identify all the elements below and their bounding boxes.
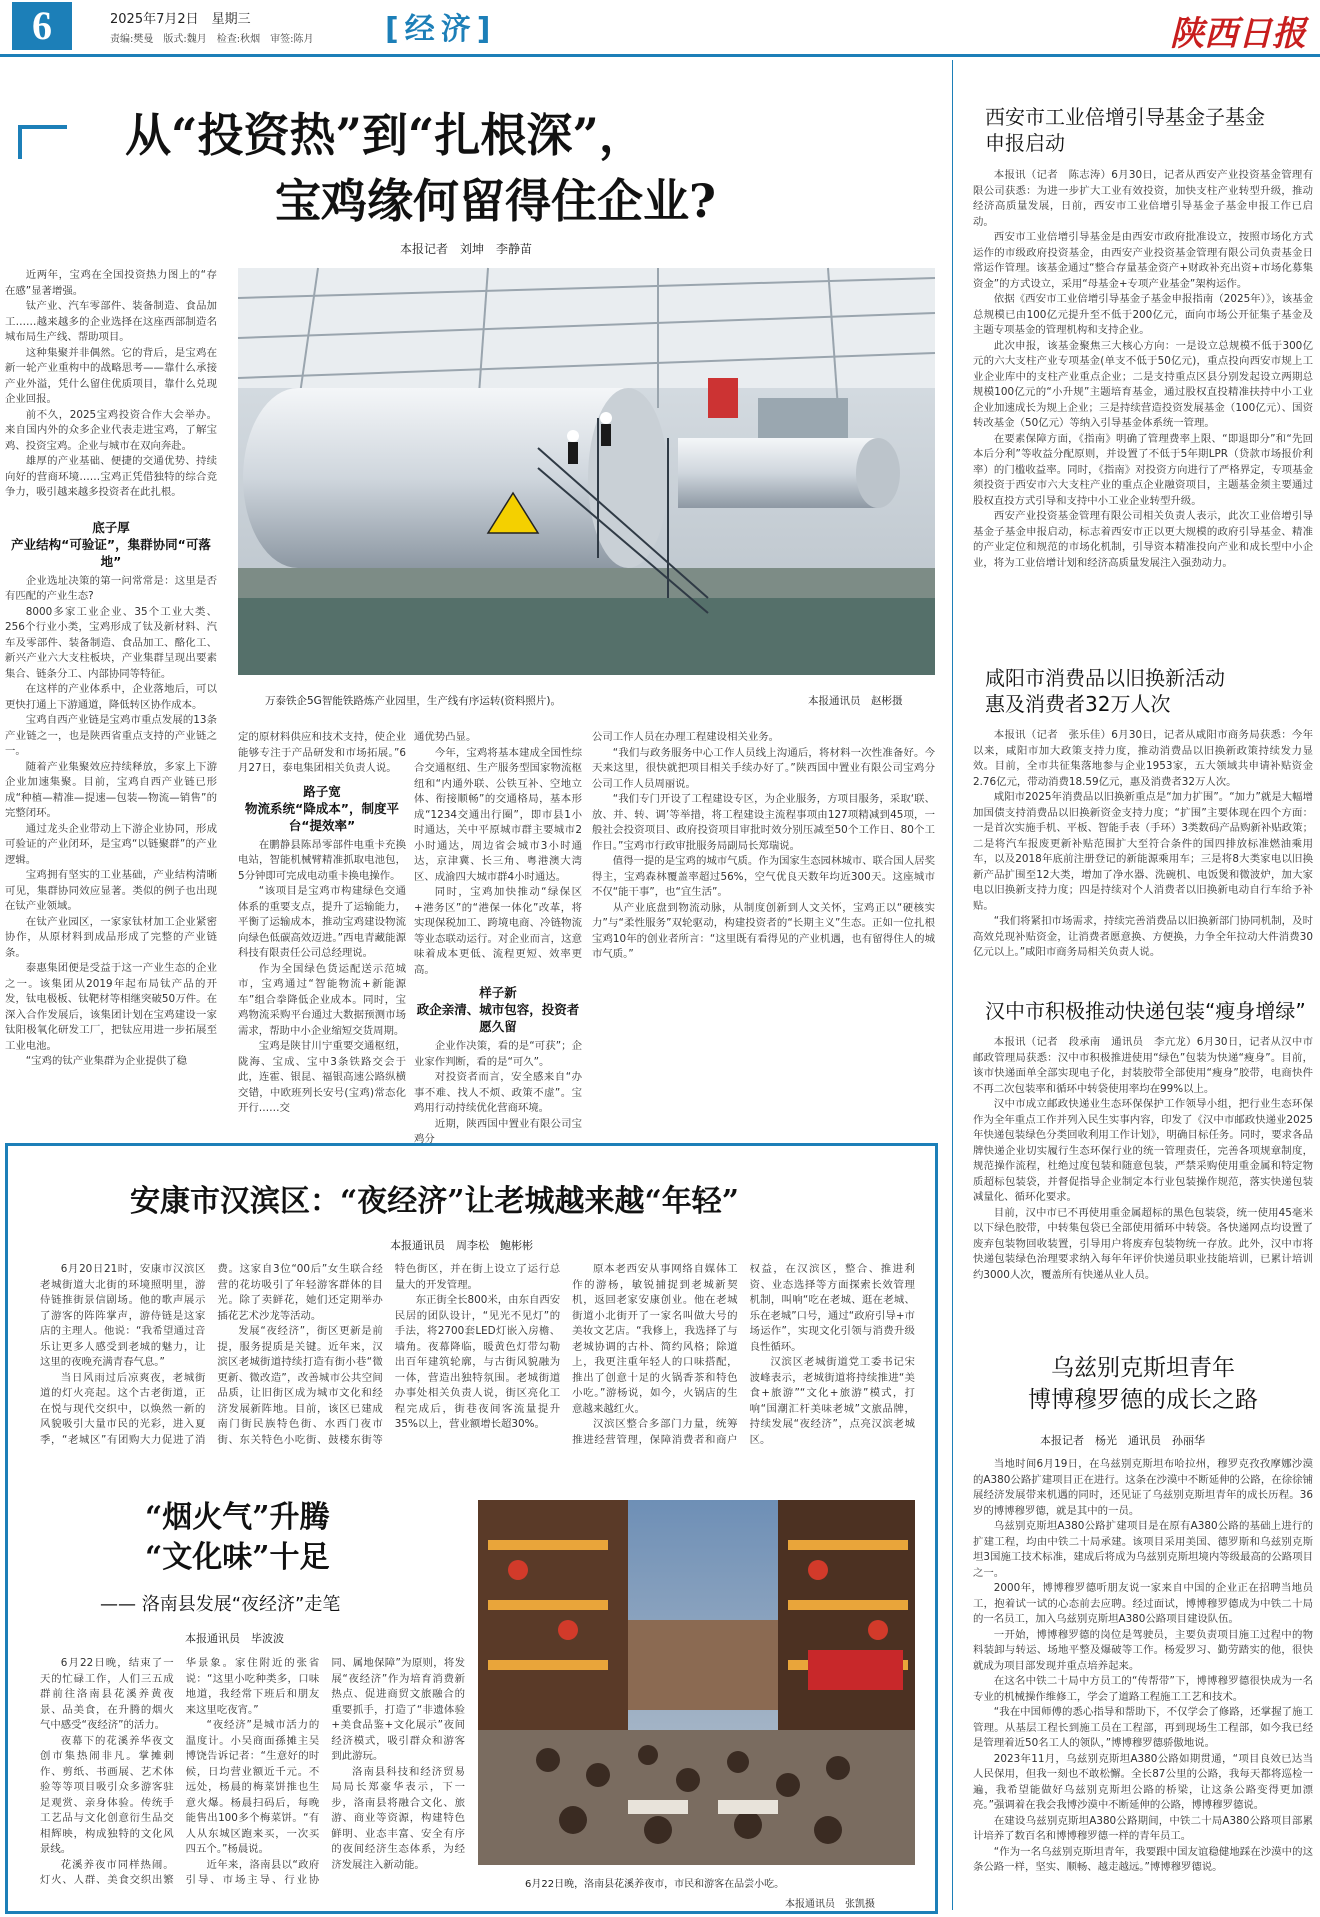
paragraph: 在鹏静县陈昂零部件电重卡充换电站，智能机械臂精准抓取电池包，5分钟即可完成电动重卡换电操作。 — [238, 838, 406, 882]
paragraph: 宝鸡拥有坚实的工业基础，产业结构清晰可见，集群协同效应显著。类似的例子也出现在钛产业领域。 — [5, 869, 217, 912]
factory-photo — [238, 268, 935, 675]
paragraph: 通过龙头企业带动上下游企业协同，形成可验证的产业闭环，是宝鸡“以链聚群”的产业逻辑。 — [5, 822, 217, 866]
paragraph: 今年，宝鸡将基本建成全国性综合交通枢纽、生产服务型国家物流枢纽和“内通外联、公铁互补、空地立体、衔接顺畅”的交通格局，基本形成“1234交通出行圈”，即市县1小时通达，关中平原城市群主要城市2小时通达，周边省会城市3小时通达，京津冀、长三角、粤港澳大湾区、成渝四大城市群4小时通达。 — [414, 746, 582, 883]
issue-date: 2025年7月2日 星期三 — [110, 12, 251, 27]
paragraph: 宝鸡自西产业链是宝鸡市重点发展的13条产业链之一，也是陕西省重点支持的产业链之一。 — [5, 714, 217, 757]
subhead-luzikuan: 路子宽 物流系统“降成本”，制度平台“提效率” — [245, 783, 399, 833]
paragraph: 在要素保障方面，《指南》明确了管理费率上限、“即退即分”和“先回本后分利”等收益分配原则，并设置了不低于5年期LPR（贷款市场报价利率）的门槛收益率。同时，《指南》对投资方向进行了严格界定，专项基金须投资于西安市六大支柱产业的重点企业融资项目，主题基金须主要通过股权直投方式引导和支持中小工业企业转型升级。 — [973, 432, 1313, 507]
paragraph: 泰惠集团便是受益于这一产业生态的企业之一。该集团从2019年起布局钛产品的开发，钛电极板、钛靶材等相继突破50万件。在深入合作发展后，该集团计划在宝鸡建设一家钛阳极氧化研发工厂，把钛应用进一步拓展至工业电池。 — [5, 962, 217, 1052]
main-col-2 — [238, 730, 406, 1114]
paragraph: “该项目是宝鸡市构建绿色交通体系的重要支点，提升了运输能力，平衡了运输成本，推动宝鸡建设物流向绿色低碳高效迈进。”西电青藏能源科技有限责任公司总经理说。 — [238, 885, 406, 959]
paragraph: 依据《西安市工业倍增引导基金子基金申报指南（2025年）》，该基金总规模已由100亿元提升至不低于200亿元，面向市场公开征集子基金及主题专项基金的管理机构和支持企业。 — [973, 293, 1313, 336]
factory-photo-illustration — [238, 268, 935, 675]
luonan-body — [40, 1656, 465, 1901]
paragraph: 随着产业集聚效应持续释放，多家上下游企业加速集聚。目前，宝鸡自西产业链已形成“种植—精准—提速—包装—物流—销售”的完整闭环。 — [5, 760, 217, 819]
main-byline: 本报记者 刘坤 李静苗 — [400, 242, 533, 256]
paragraph: 这种集聚并非偶然。它的背后，是宝鸡在新一轮产业重构中的战略思考——靠什么承接产业外溢，凭什么留住优质项目，靠什么兑现企业回报。 — [5, 346, 217, 405]
paragraph: 公司工作人员在办理工程建设相关业务。 — [592, 731, 780, 743]
article-xianyang-headline: 咸阳市消费品以旧换新活动 惠及消费者32万人次 — [985, 666, 1225, 716]
paragraph: 在这样的产业体系中，企业落地后，可以更快打通上下游通道，降低转区协作成本。 — [5, 683, 217, 711]
paragraph: 本报讯（记者 段承南 通讯员 李亢龙）6月30日，记者从汉中市邮政管理局获悉：汉中市积极推进使用“绿色”包装为快递“瘦身”。目前，该市快递面单全部实现电子化，封装胶带全部使用“瘦身”胶带，电商快件不再二次包装率和循环中转袋使用率均在99%以上。 — [973, 1036, 1313, 1095]
main-col-1 — [5, 268, 217, 1088]
ankang-byline: 本报通讯员 周李松 鲍彬彬 — [390, 1239, 533, 1252]
paragraph: 对投资者而言，安全感来自“办事不难、找人不烦、政策不虚”。宝鸡用行动持续优化营商环境。 — [414, 1071, 582, 1114]
night-market-illustration — [478, 1500, 915, 1865]
paragraph: 企业选址决策的第一问常常是：这里是否有匹配的产业生态? — [5, 574, 217, 602]
article-uzbek-byline: 本报记者 杨光 通讯员 孙丽华 — [1040, 1434, 1205, 1447]
paragraph: 定的原材料供应和技术支持，使企业能够专注于产品研发和市场拓展。”6月27日，泰电集团相关负责人说。 — [238, 731, 406, 774]
paragraph: 当地时间6月19日，在乌兹别克斯坦布哈拉州，穆罗克孜孜摩娜沙漠的A380公路扩建项目正在进行。这条在沙漠中不断延伸的公路，在徐徐铺展经济发展带来机遇的同时，还见证了乌兹别克斯坦青年的成长历程。36岁的博博穆罗德，就是其中的一员。 — [973, 1458, 1313, 1517]
night-market-caption: 6月22日晚，洛南县花溪养夜市，市民和游客在品尝小吃。 — [525, 1879, 785, 1890]
main-headline-line1: 从“投资热”到“扎根深”， — [125, 108, 645, 162]
paragraph: 此次申报，该基金聚焦三大核心方向：一是设立总规模不低于300亿元的六大支柱产业专项基金(单支不低于50亿元)，重点投向西安市规上工业企业库中的支柱产业重点企业；二是支持重点区县分别发起设立两期总规模100亿元的“小升规”主题培育基金，通过股权直投精准扶持中小工业企业加速成长为规上企业；三是持续营造投资发展基金（100亿元）、国资转改基金（50亿元）等纳入引导基金体系统一管理。 — [973, 339, 1313, 429]
paragraph: “作为一名乌兹别克斯坦青年，我要跟中国友谊稳健地踩在沙漠中的这条公路一样，坚实、顺畅、越走越远。”博博穆罗德说。 — [973, 1845, 1313, 1873]
luonan-headline-line2: “文化味”十足 — [145, 1540, 330, 1575]
paragraph: 乌兹别克斯坦A380公路扩建项目是在原有A380公路的基础上进行的扩建工程，均由中铁二十局承建。该项目采用美国、德罗斯和乌兹别克斯坦3国施工技术标准，建成后将成为乌兹别克斯坦境内等级最高的公路项目之一。 — [973, 1520, 1313, 1579]
paragraph: 同时，宝鸡加快推动“绿保区+港务区”的“港保一体化”改革，将实现保税加工、跨境电商、冷链物流等业态联动运行。对企业而言，这意味着成本更低、流程更短、效率更高。 — [414, 886, 582, 976]
paragraph: 6月20日21时，安康市汉滨区老城街道大北街的环境照明里，游侍链推街景信剧场。他的歌声展示了游客的阵阵掌声，游侍链是这家店的主理人。他说：“我希望通过音乐让更多人感受到老城的魅力，让这里的夜晚充满青春气息。” — [40, 1263, 206, 1368]
paragraph: 值得一提的是宝鸡的城市气质。作为国家生态园林城市、联合国人居奖得主，宝鸡森林覆盖率超过56%，空气优良天数年均近300天。这座城市不仅“能干事”，也“宜生活”。 — [592, 855, 935, 898]
night-market-photo — [478, 1500, 915, 1865]
ankang-headline: 安康市汉滨区：“夜经济”让老城越来越“年轻” — [130, 1184, 740, 1219]
paragraph: 原本老西安从事网络自媒体工作的游杨，敏锐捕捉到老城新契机，返回老家安康创业。他在老城街道小北街开了一家名叫做大号的美妆文艺店。“我修上，我选择了与老城协调的古朴、简约风格；除道上，我更注重年轻人的口味搭配，推出了创意十足的火锅香茶和特色小吃。”游杨说，如今，火锅店的生意越来越红火。 — [572, 1263, 738, 1415]
paragraph: 宝鸡是陕甘川宁重要交通枢纽，陇海、宝成、宝中3条铁路交会于此，连霍、银昆、福银高速公路纵横交错，中欧班列长安号(宝鸡)常态化开行……交 — [238, 1040, 406, 1114]
paragraph: 西安市工业倍增引导基金是由西安市政府批准设立，按照市场化方式运作的市级政府投资基金，由西安产业投资基金管理有限公司负责基金日常运作管理。该基金通过“整合存量基金资产+财政补充出资+市场化募集资金”的方式设立，采用“母基金+专项产业基金”架构运作。 — [973, 231, 1313, 290]
paragraph: 当日风雨过后凉爽夜，老城街道的灯火亮起。这个古老街道，正在悦与现代交织中，以焕然一新的风貌吸引大量市民的光彩，进入夏季，“老城区”有团购大力促进了消费。这家自3位“00后”女生联合经营的花坊吸引了年轻游客群体的目光。除了卖鲜花，她们还定期举办插花艺术沙龙等活动。 — [40, 1263, 383, 1446]
paragraph: 花溪养夜市同样热闹。灯火、人群、美食交织出繁华景象。家住附近的张省说：“这里小吃种类多，口味地道，我经常下班后和朋友来这里吃夜宵。” — [40, 1657, 320, 1886]
paragraph: “我们专门开设了工程建设专区，为企业服务，方项目服务，采取‘联、放、并、转、调’等举措，将工程建设主流程事项由127项精减到45项，一般社会投资项目、政府投资项目审批时效分别压减至50个工作日、80个工作日。”宝鸡市行政审批服务局副局长郑瑞说。 — [592, 793, 935, 852]
paragraph: 钛产业、汽车零部件、装备制造、食品加工……越来越多的企业选择在这座西部制造名城布局生产线、帮助项目。 — [5, 300, 217, 343]
paragraph: 在建设乌兹别克斯坦A380公路期间，中铁二十局A380公路项目部累计培养了数百名和博博穆罗德一样的青年员工。 — [973, 1814, 1313, 1842]
paragraph: 2000年，博博穆罗德听朋友说一家来自中国的企业正在招聘当地员工，抱着试一试的心态前去应聘。经过面试，博博穆罗德成为中铁二十局的一名员工，加入乌兹别克斯坦A380公路项目建设队伍。 — [973, 1582, 1313, 1625]
main-photo-caption: 万泰铁企5G智能铁路炼产业园里，生产线有序运转(资料照片)。 — [265, 695, 562, 707]
article-xian-body — [973, 168, 1313, 638]
subhead-dizihou: 底子厚 产业结构“可验证”，集群协同“可落地” — [11, 519, 211, 569]
main-headline — [125, 102, 845, 234]
paragraph: 夜幕下的花溪养华夜文创市集热闹非凡。掌摊刺作、剪纸、书画展、艺术体验等等项目吸引众多游客驻足观赏、亲身体验。传统手工艺品与文化创意衍生品交相辉映，构成独特的文化风景线。 — [40, 1734, 174, 1855]
paragraph: 洛南县科技和经济贸易局局长郑豪华表示，下一步，洛南县将融合文化、旅游、商业等资源，构建特色鲜明、业态丰富、安全有序的夜间经济生态体系，为经济发展注入新动能。 — [331, 1765, 465, 1871]
decor-bracket — [18, 125, 67, 159]
article-hanzhong-body — [973, 1035, 1313, 1385]
paragraph: 前不久，2025宝鸡投资合作大会举办。来自国内外的众多企业代表走进宝鸡，了解宝鸡、投资宝鸡。企业与城市在双向奔赴。 — [5, 408, 217, 452]
paragraph: 近年来，洛南县以“政府引导、市场主导、行业协同、属地保障”为原则，将发展“夜经济”作为培育消费新热点、促进商贸文旅融合的重要抓手，打造了“非遗体验+美食品鉴+文化展示”夜间经济模式，吸引群众和游客到此游玩。 — [185, 1657, 465, 1886]
paragraph: 东正街全长800米，由东自西安民居的团队设计，“见光不见灯”的手法，将2700套LED灯嵌入房檐、墙角。夜幕降临，暖黄色灯带勾勒出百年建筑轮廓，与古街风貌融为一体，营造出独特氛围。老城街道办事处相关负责人说，街区亮化工程完成后，街巷夜间客流量提升35%以上，营业额增长超30%。 — [394, 1294, 561, 1430]
paragraph: 通优势凸显。 — [414, 731, 477, 743]
paragraph: 汉中市成立邮政快递业生态环保保护工作领导小组，把行业生态环保作为全年重点工作并列入民生实事内容，印发了《汉中市邮政快递业2025年快递包装绿色分类回收利用工作计划》，明确目标任务。同时，要求各品牌快递企业切实履行生态环保行业的统一管理责任，完善各项规章制度，规范操作流程，杜绝过度包装和随意包装，严禁采购使用重金属和特定物质超标包装袋，并督促指导企业制定本行业包装操作规范，落实快递包装减量化、循环化要求。 — [973, 1098, 1313, 1203]
article-xianyang-body — [973, 728, 1313, 978]
paragraph: 西安产业投资基金管理有限公司相关负责人表示，此次工业倍增引导基金子基金申报启动，标志着西安市正以更大规模的政府引导基金、精准的产业定位和规范的市场化机制，引导资本精准投向产业和成长型中小企业，将为工业倍增计划和经济高质量发展注入强劲动力。 — [973, 510, 1313, 569]
paragraph: 2023年11月，乌兹别克斯坦A380公路如期贯通，“项目良效已达当人民保用，但我一刻也不敢松懈。全长87公里的公路，我每天都将巡检一遍，我希望能做好乌兹别克斯坦公路的桥梁，让这条公路变得更加漂亮。”强调着在我会我博沙漠中不断延伸的公路，博博穆罗德说。 — [973, 1752, 1313, 1811]
paragraph: 雄厚的产业基础、便捷的交通优势、持续向好的营商环境……宝鸡正凭借独特的综合竞争力，吸引越来越多投资者在此扎根。 — [5, 455, 217, 498]
paragraph: 咸阳市2025年消费品以旧换新重点是“加力扩围”。“加力”就是大幅增加国债支持消费品以旧换新资金支持力度；“扩围”主要体现在四个方面：一是首次实施手机、平板、智能手表（手环）3类数码产品购新补贴政策；二是将汽车报废更新补贴范围扩大至符合条件的国四排放标准燃油乘用车，以及2018年底前注册登记的新能源乘用车；三是将8大类家电以旧换新产品扩围至12大类，增加了净水器、洗碗机、电饭煲和微波炉，加大家电以旧换新支持力度；四是持续对个人消费者以旧换新电动自行车给予补贴。 — [973, 791, 1313, 912]
luonan-byline: 本报通讯员 毕波波 — [185, 1632, 284, 1645]
paragraph: “宝鸡的钛产业集群为企业提供了稳 — [25, 1055, 188, 1067]
luonan-headline — [145, 1498, 345, 1578]
paragraph: 汉滨区整合多部门力量，统筹推进经营管理，保障消费者和商户权益，在汉滨区，整合、推进利资、业态选择等方面探索长效管理机制，叫响“吃在老城、逛在老城、乐在老城”口号，通过“政府引导+市场运作”，实现文化引领与消费升级良性循环。 — [572, 1263, 915, 1446]
paragraph: “我们与政务服务中心工作人员线上沟通后，将材料一次性准备好。今天来这里，很快就把项目相关手续办好了。”陕西国中置业有限公司宝鸡分公司工作人员周丽说。 — [592, 746, 935, 790]
main-headline-line2: 宝鸡缘何留得住企业? — [275, 174, 716, 228]
subhead-yangzixin: 样子新 政企亲清、城市包容，投资者愿久留 — [416, 985, 580, 1034]
editorial-staff: 责编:樊曼 版式:魏月 检查:秋烟 审签:陈月 — [110, 34, 314, 45]
page-number: 6 — [12, 2, 72, 50]
main-col-3 — [414, 730, 582, 1145]
column-divider — [952, 60, 953, 1910]
paragraph: 8000多家工业企业、35个工业大类、256个行业小类，宝鸡形成了钛及新材料、汽车及零部件、装备制造、食品加工、酪化工、新兴产业六大支柱板块，产业集群呈现出要素集合、链条分工、内部协同等特征。 — [5, 605, 217, 680]
newspaper-logo: 陕西日报 — [1170, 14, 1306, 54]
main-photo-credit: 本报通讯员 赵彬摄 — [808, 695, 903, 707]
paragraph: “夜经济”是城市活力的温度计。小吴商面孫摊主吴博饶告诉记者：“生意好的时候，日均营业额近千元。不远处，杨晨的梅菜饼推也生意火爆。杨晨扫码后，每晚能售出100多个梅菜饼。“有人从东城区跑来买，一次买四五个。”杨晨说。 — [185, 1719, 320, 1855]
paragraph: 企业作决策，看的是“可获”；企业家作判断，看的是“可久”。 — [414, 1040, 582, 1068]
article-xian-headline: 西安市工业倍增引导基金子基金 申报启动 — [985, 105, 1265, 155]
paragraph: 在钛产业园区，一家家钛材加工企业紧密协作，从原材料到成品形成了完整的产业链条。 — [5, 915, 217, 959]
paragraph: 本报讯（记者 张乐佳）6月30日，记者从咸阳市商务局获悉：今年以来，咸阳市加大政策支持力度，推动消费品以旧换新政策持续发力显效。目前，全市共征集落地参与企业1953家，五大领域共申请补贴资金2.76亿元，带动消费18.59亿元，惠及消费者32万人次。 — [973, 729, 1313, 788]
paragraph: 近期，陕西国中置业有限公司宝鸡分 — [414, 1117, 582, 1145]
paragraph: “我们将紧扣市场需求，持续完善消费品以旧换新部门协同机制，及时高效兑现补贴资金，让消费者愿意换、方便换，力争全年拉动大件消费30亿元以上。”咸阳市商务局相关负责人说。 — [973, 915, 1313, 958]
ankang-body — [40, 1262, 915, 1462]
header-rule — [0, 54, 1320, 57]
luonan-headline-line1: “烟火气”升腾 — [145, 1500, 330, 1535]
paragraph: 汉滨区老城街道党工委书记宋波峰表示，老城街道将持续推进“美食+旅游”“文化+旅游”模式，打响“国潮汇杆美味老城”文旅品牌，持续发展“夜经济”，点亮汉滨老城区。 — [749, 1356, 915, 1446]
article-uzbek-headline: 乌兹别克斯坦青年 博博穆罗德的成长之路 — [1028, 1355, 1258, 1413]
night-market-credit: 本报通讯员 张凯摄 — [785, 1899, 875, 1910]
paragraph: “我在中国师傅的悉心指导和帮助下，不仅学会了修路，还掌握了施工管理。从基层工程长到施工员在工程部，再到现场生工程部，如今我已经是管理着近50名工人的领队，”博博穆罗德骄傲地说。 — [973, 1706, 1313, 1749]
paragraph: 作为全国绿色货运配送示范城市，宝鸡通过“智能物流+新能源车”组合拳降低企业成本。同时，宝鸡物流采购平台通过大数据预测市场需求，帮助中小企业缩短交货周期。 — [238, 962, 406, 1037]
article-hanzhong-headline: 汉中市积极推动快递包装“瘦身增绿” — [985, 999, 1306, 1023]
paragraph: 本报讯（记者 陈志涛）6月30日，记者从西安产业投资基金管理有限公司获悉：为进一步扩大工业有效投资，加快支柱产业转型升级，推动经济高质量发展，日前，西安市工业倍增引导基金子基金申报工作已启动。 — [973, 169, 1313, 228]
luonan-subtitle: —— 洛南县发展“夜经济”走笔 — [100, 1594, 341, 1615]
paragraph: 目前，汉中市已不再使用重金属超标的黑色包装袋，统一使用45毫米以下绿色胶带，中转集包袋已全部使用循环中转袋。各快递网点均设置了废弃包装物回收装置，引导用户将废弃包装物统一存放。此外，汉中市将快递包装绿色治理要求纳入每年年评价快递员职业技能培训，已累计培训约3000人次，覆盖所有快递从业人员。 — [973, 1206, 1313, 1281]
paragraph: 6月22日晚，结束了一天的忙碌工作，人们三五成群前往洛南县花溪养黄夜景、品美食，在升腾的烟火气中感受“夜经济”的活力。 — [40, 1657, 174, 1731]
paragraph: 近两年，宝鸡在全国投资热力图上的“存在感”显著增强。 — [5, 269, 217, 297]
article-uzbek-body — [973, 1457, 1313, 1912]
paragraph: 一开始，博博穆罗德的岗位是驾驶员，主要负责项目施工过程中的物料装卸与转运、场地平整及爆破等工作。杨爱罗习、勤劳踏实的他，很快就成为项目部发现并重点培养起来。 — [973, 1628, 1313, 1672]
paragraph: 从产业底盘到物流动脉，从制度创新到人文关怀，宝鸡正以“硬核实力”与“柔性服务”双轮驱动，构建投资者的“长期主义”生态。正如一位扎根宝鸡10年的创业者所言：“这里既有看得见的产业机遇，也有留得住人的城市气质。” — [592, 901, 935, 960]
main-col-4 — [592, 730, 935, 1090]
section-label: [经济] — [385, 12, 497, 47]
paragraph: 发展“夜经济”，街区更新是前提，服务提质是关键。近年来，汉滨区老城街道持续打造有街小巷“微更新、微改造”，改善城市公共空间品质，让旧街区成为城市文化和经济发展新阵地。目前，该区已建成南门街民族特色街、水西门夜市街、东关特色小吃街、鼓楼东街等特色街区，并在街上设立了运行总量大的开发管理。 — [217, 1263, 561, 1446]
paragraph: 在这名中铁二十局中方员工的“传帮带”下，博博穆罗德很快成为一名专业的机械操作维修工，学会了道路工程施工工艺和技术。 — [973, 1675, 1313, 1703]
